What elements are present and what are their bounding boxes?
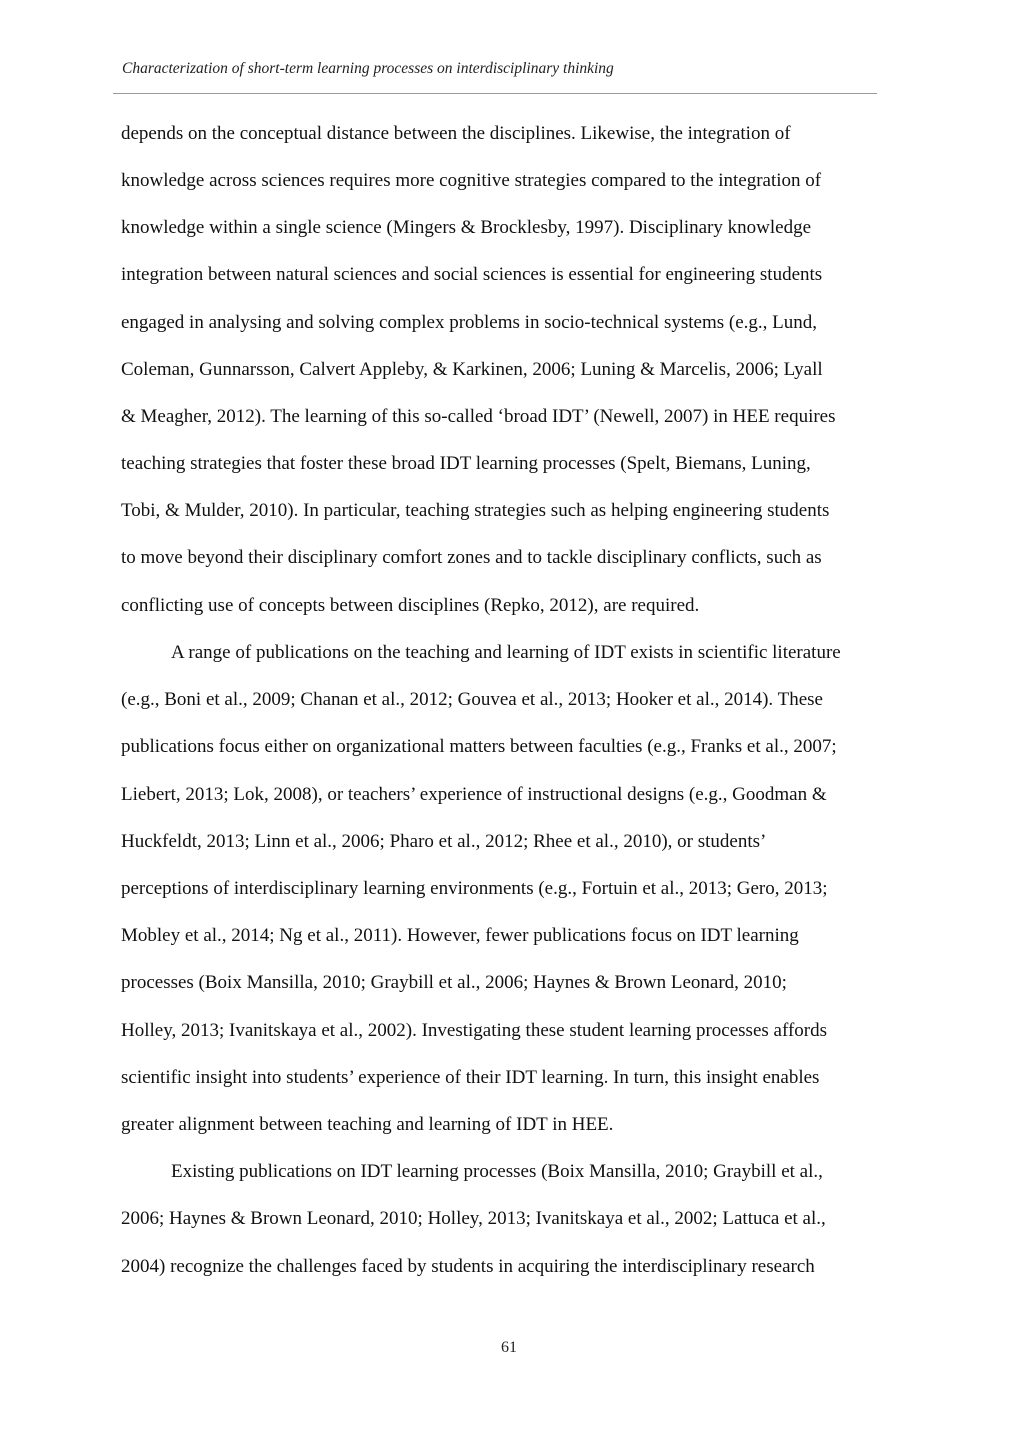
body-text-line: 2006; Haynes & Brown Leonard, 2010; Holley, 2013; Ivanitskaya et al., 2002; Lattuca et al., [121, 1208, 826, 1229]
header-divider [113, 93, 877, 94]
body-text-line: Liebert, 2013; Lok, 2008), or teachers’ experience of instructional designs (e.g., Goodman & [121, 784, 827, 805]
body-text-line: Tobi, & Mulder, 2010). In particular, teaching strategies such as helping engineering students [121, 500, 830, 521]
page-number: 61 [501, 1339, 517, 1356]
body-text-line: conflicting use of concepts between disciplines (Repko, 2012), are required. [121, 595, 700, 616]
body-text-line: greater alignment between teaching and learning of IDT in HEE. [121, 1114, 614, 1135]
body-text-line: knowledge across sciences requires more cognitive strategies compared to the integration of [121, 170, 822, 191]
paragraph-first-line: Existing publications on IDT learning processes (Boix Mansilla, 2010; Graybill et al., [171, 1161, 823, 1182]
body-text-line: Holley, 2013; Ivanitskaya et al., 2002). Investigating these student learning processes affords [121, 1020, 827, 1041]
body-text-line: integration between natural sciences and social sciences is essential for engineering students [121, 264, 823, 285]
body-text-line: processes (Boix Mansilla, 2010; Graybill et al., 2006; Haynes & Brown Leonard, 2010; [121, 972, 787, 993]
body-text-line: to move beyond their disciplinary comfort zones and to tackle disciplinary conflicts, such as [121, 547, 822, 568]
body-text-line: perceptions of interdisciplinary learning environments (e.g., Fortuin et al., 2013; Gero, 2013; [121, 878, 828, 899]
body-text-line: Coleman, Gunnarsson, Calvert Appleby, & Karkinen, 2006; Luning & Marcelis, 2006; Lyall [121, 359, 823, 380]
body-text-line: scientific insight into students’ experience of their IDT learning. In turn, this insight enables [121, 1067, 820, 1088]
body-text-line: Mobley et al., 2014; Ng et al., 2011). However, fewer publications focus on IDT learning [121, 925, 799, 946]
paragraph-first-line: A range of publications on the teaching and learning of IDT exists in scientific literature [171, 642, 841, 663]
body-text-line: publications focus either on organizational matters between faculties (e.g., Franks et al., 2007; [121, 736, 837, 757]
body-text-line: knowledge within a single science (Mingers & Brocklesby, 1997). Disciplinary knowledge [121, 217, 812, 238]
body-text-line: (e.g., Boni et al., 2009; Chanan et al., 2012; Gouvea et al., 2013; Hooker et al., 2014). These [121, 689, 823, 710]
body-text-line: depends on the conceptual distance between the disciplines. Likewise, the integration of [121, 123, 791, 144]
body-text-line: Huckfeldt, 2013; Linn et al., 2006; Pharo et al., 2012; Rhee et al., 2010), or students’ [121, 831, 767, 852]
body-text-line: engaged in analysing and solving complex problems in socio-technical systems (e.g., Lund, [121, 312, 817, 333]
body-text-line: 2004) recognize the challenges faced by students in acquiring the interdisciplinary research [121, 1256, 815, 1277]
running-header-title: Characterization of short-term learning processes on interdisciplinary thinking [122, 60, 614, 77]
body-text-line: & Meagher, 2012). The learning of this so-called ‘broad IDT’ (Newell, 2007) in HEE requires [121, 406, 836, 427]
body-text-line: teaching strategies that foster these broad IDT learning processes (Spelt, Biemans, Luning, [121, 453, 811, 474]
